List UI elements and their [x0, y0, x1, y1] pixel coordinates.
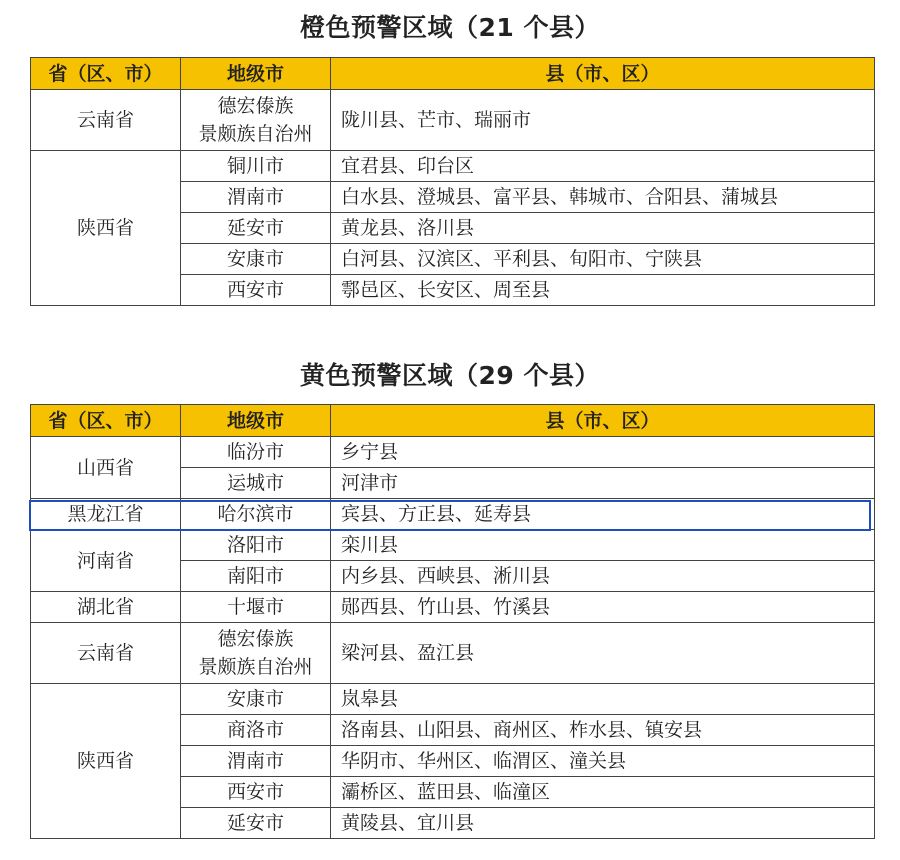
yellow-warning-table — [30, 404, 875, 839]
county-cell: 灞桥区、蓝田县、临潼区 — [331, 777, 875, 808]
table-row — [31, 151, 875, 182]
city-cell: 西安市 — [181, 777, 331, 808]
orange-warning-title: 橙色预警区域（21 个县） — [300, 13, 600, 42]
city-cell: 商洛市 — [181, 715, 331, 746]
city-cell: 延安市 — [181, 808, 331, 839]
province-cell: 陕西省 — [31, 151, 181, 306]
county-cell: 洛南县、山阳县、商州区、柞水县、镇安县 — [331, 715, 875, 746]
county-cell: 鄠邑区、长安区、周至县 — [331, 275, 875, 306]
city-cell: 西安市 — [181, 275, 331, 306]
city-line: 德宏傣族 — [217, 628, 294, 650]
city-cell: 安康市 — [181, 684, 331, 715]
header-province: 省（区、市） — [31, 58, 181, 90]
county-cell: 华阴市、华州区、临渭区、潼关县 — [331, 746, 875, 777]
county-cell: 白河县、汉滨区、平利县、旬阳市、宁陕县 — [331, 244, 875, 275]
table-row — [31, 623, 875, 684]
city-cell: 哈尔滨市 — [181, 499, 331, 530]
city-cell: 延安市 — [181, 213, 331, 244]
county-cell: 陇川县、芒市、瑞丽市 — [331, 90, 875, 151]
city-cell: 南阳市 — [181, 561, 331, 592]
county-cell: 内乡县、西峡县、淅川县 — [331, 561, 875, 592]
province-cell: 湖北省 — [31, 592, 181, 623]
yellow-warning-title: 黄色预警区域（29 个县） — [300, 361, 600, 390]
county-cell: 乡宁县 — [331, 437, 875, 468]
city-cell: 安康市 — [181, 244, 331, 275]
county-cell: 宾县、方正县、延寿县 — [331, 499, 875, 530]
city-cell: 渭南市 — [181, 182, 331, 213]
county-cell: 宜君县、印台区 — [331, 151, 875, 182]
province-cell: 河南省 — [31, 530, 181, 592]
province-cell: 云南省 — [31, 623, 181, 684]
city-cell — [181, 90, 331, 151]
province-cell: 陕西省 — [31, 684, 181, 839]
orange-warning-table — [30, 57, 875, 306]
county-cell: 河津市 — [331, 468, 875, 499]
county-cell: 黄陵县、宜川县 — [331, 808, 875, 839]
city-line: 景颇族自治州 — [198, 656, 313, 678]
county-cell: 黄龙县、洛川县 — [331, 213, 875, 244]
city-cell — [181, 623, 331, 684]
city-cell: 十堰市 — [181, 592, 331, 623]
county-cell: 白水县、澄城县、富平县、韩城市、合阳县、蒲城县 — [331, 182, 875, 213]
table-row — [31, 90, 875, 151]
province-cell: 黑龙江省 — [31, 499, 181, 530]
header-city: 地级市 — [181, 405, 331, 437]
table-header-row — [31, 58, 875, 90]
county-cell: 栾川县 — [331, 530, 875, 561]
table-row — [31, 530, 875, 561]
province-cell: 云南省 — [31, 90, 181, 151]
city-line: 景颇族自治州 — [198, 123, 313, 145]
city-cell: 洛阳市 — [181, 530, 331, 561]
header-county: 县（市、区） — [331, 405, 875, 437]
header-city: 地级市 — [181, 58, 331, 90]
county-cell: 郧西县、竹山县、竹溪县 — [331, 592, 875, 623]
table-row-selected[interactable] — [31, 499, 875, 530]
province-cell: 山西省 — [31, 437, 181, 499]
header-county: 县（市、区） — [331, 58, 875, 90]
county-cell: 岚皋县 — [331, 684, 875, 715]
city-cell: 运城市 — [181, 468, 331, 499]
city-cell: 临汾市 — [181, 437, 331, 468]
table-row — [31, 684, 875, 715]
table-row — [31, 592, 875, 623]
city-cell: 渭南市 — [181, 746, 331, 777]
header-province: 省（区、市） — [31, 405, 181, 437]
table-header-row — [31, 405, 875, 437]
county-cell: 梁河县、盈江县 — [331, 623, 875, 684]
table-row — [31, 437, 875, 468]
city-line: 德宏傣族 — [217, 95, 294, 117]
city-cell: 铜川市 — [181, 151, 331, 182]
